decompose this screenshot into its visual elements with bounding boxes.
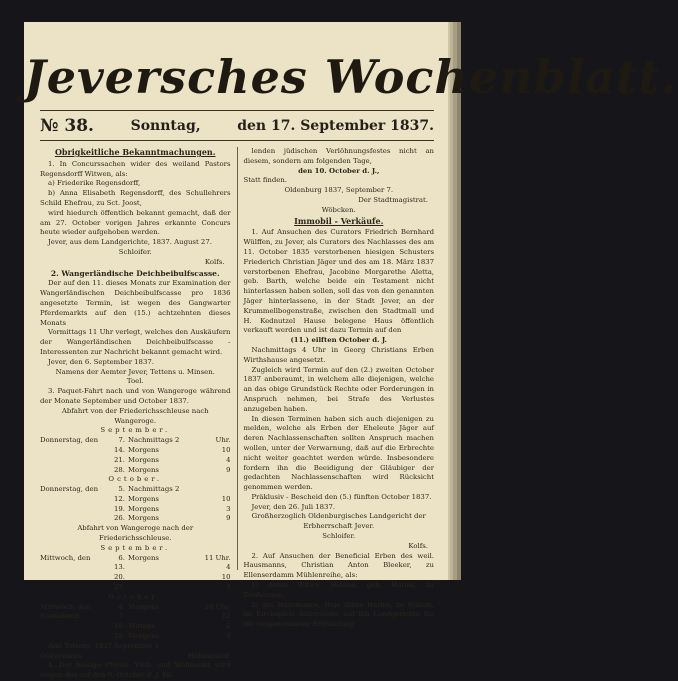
schedule-cell (40, 505, 102, 515)
schedule-table (40, 603, 231, 642)
schedule-cell (40, 632, 102, 642)
newspaper-page (24, 22, 678, 680)
schedule-cell: 10 (221, 494, 231, 503)
schedule-row (40, 456, 231, 466)
notice-date: (11.) eilften October d. J. (290, 336, 387, 345)
schedule-cell: Morgens (128, 494, 159, 503)
notice-heading: 3. Paquet-Fahrt nach und von Wangeroge während der Monate September und October 1837. (40, 387, 231, 405)
schedule-cell: 10 Uhr. (204, 602, 231, 611)
schedule-cell: Uhr. (215, 436, 231, 445)
schedule-cell: 27. (114, 583, 125, 592)
schedule-cell (40, 622, 102, 632)
schedule-cell (40, 583, 102, 593)
signature: Kolfs. (204, 257, 225, 266)
schedule-cell (40, 573, 102, 583)
schedule-cell: 3 (226, 583, 231, 592)
notice-text: Zugleich wird Termin auf den (2.) zweiten October 1837 anberaumt, in welchem alle diejenigen, welche an das obige Grundstück Rechte oder Forderungen in Anspruch nehmen, bei Strafe des Verlustes anzugeben haben. (243, 365, 434, 413)
notice-date: Jever, den 6. September 1837. (48, 357, 154, 366)
schedule-table (40, 485, 231, 524)
signature: Kolfs. (408, 541, 428, 550)
signature: Toel. (126, 377, 144, 386)
schedule-cell: Mittwoch, den (40, 602, 91, 611)
notice-text: 1. Auf Ansuchen des Curators Friedrich Bernhard Wülffen, zu Jever, als Curators des Nachlasses des am 11. October 1835 verstorbenen hiesigen Schusters Friederich Christian Jäger und des am 18. März 1837 verstorbenen Ehefrau, Jacobine Morgarethe Aletta, geb. Barth, welche beide ein Testament nicht hinterlassen haben sollen, soll das von den genannten Jäger hinterlassene, in der Stadt Jever, an der Krummellbogenstraße, zwischen den Stadtmall und H. Kednutzel Hause belegene Haus öffentlich verkauft werden und ist dazu Termin auf den (243, 228, 434, 335)
signature: Schloifer. (118, 247, 152, 256)
schedule-cell: 12 (221, 612, 231, 621)
notice-text: 1. In Concurssachen wider des weiland Pastors Regensdorff Witwen, als: (40, 159, 231, 178)
notice-text: wird hiedurch öffentlich bekannt gemacht, daß der am 27. October vorigen Jahres erkannte Concurs heute wieder aufgehoben werden. (40, 208, 231, 237)
schedule-cell (40, 563, 102, 573)
schedule-cell (40, 456, 102, 466)
notice-text: lenden jüdischen Verlöhnungsfestes nicht an diesem, sondern am folgenden Tage, (243, 147, 434, 165)
schedule-cell: Morgens (128, 465, 159, 474)
issue-day: Sonntag, (130, 118, 201, 134)
masthead-title: Jeversches Wochenblatt. (24, 50, 678, 104)
schedule-cell: Mittags (128, 622, 155, 631)
notice-authority: Namens der Aemter Jever, Tettens u. Minsen. (55, 367, 215, 376)
schedule-cell: 28. (114, 465, 125, 474)
schedule-cell: Mittwoch, den (40, 553, 91, 562)
notice-date: Amt Tettens, 1837 September 1. (48, 641, 162, 650)
notice-text: Statt finden. (243, 176, 287, 185)
schedule-cell: Morgens (128, 602, 159, 611)
schedule-table (40, 554, 231, 593)
schedule-cell: 21. (114, 455, 125, 464)
schedule-row (40, 436, 231, 446)
signature: Schloifer. (322, 532, 356, 541)
notice-text: Der auf den 11. dieses Monats zur Examination der Wangerländischen Deichbeibulfscasse pro 1836 angesetzte Termin, ist wegen des Gangwarter Pferdemarkts auf den (15.) achtzehnten dieses Monats (40, 279, 231, 327)
schedule-cell (128, 573, 198, 583)
schedule-cell: 7. (118, 612, 125, 621)
notice-text: b) Anna Elisabeth Regensdorff, des Schullehrers Schild Ehefrau, zu Sct. Joost, (40, 189, 231, 207)
schedule-cell: 5. (118, 485, 125, 494)
schedule-cell: Morgens (128, 504, 159, 513)
schedule-row (40, 603, 231, 613)
schedule-row (40, 563, 231, 573)
columns (40, 147, 434, 680)
schedule-cell: 11 Uhr. (204, 553, 231, 562)
notice-text: a) Friederike Regensdorff, (48, 179, 141, 188)
notice-text: 4. Der hiesige Pferde- Vieh- und Wollmarkt wird wegen des auf den 9. October d. J. fal- (40, 661, 231, 680)
schedule-cell (40, 446, 102, 456)
schedule-cell: Sonnabend (40, 612, 80, 621)
masthead-rule-top (40, 110, 434, 111)
schedule-cell: 26. (114, 514, 125, 523)
schedule-cell: 14. (114, 445, 125, 454)
schedule-cell: 13. (114, 563, 125, 572)
schedule-row (40, 632, 231, 642)
right-column (243, 147, 435, 629)
issue-line (40, 114, 434, 138)
notice-heading: 2. Wangerländische Deichbeibulfscasse. (50, 268, 220, 278)
notice-authority: Großherzoglich Oldenburgisches Landgericht der Erbherrschaft Jever. (251, 512, 426, 531)
schedule-cell: Morgens (128, 455, 159, 464)
schedule-cell: 9 (226, 514, 231, 523)
section-heading: Obrigkeitliche Bekanntmachungen. (54, 147, 216, 157)
schedule-cell: 9 (226, 632, 231, 641)
schedule-cell: 12. (114, 494, 125, 503)
schedule-row (40, 505, 231, 515)
schedule-cell: Nachmittags 2 (128, 485, 180, 494)
notice-subheading: Abfahrt von Wangeroge nach der Friederichsschleuse. (77, 524, 194, 543)
month-label: October. (108, 475, 163, 484)
schedule-row (40, 514, 231, 524)
schedule-cell: 18. (114, 622, 125, 631)
schedule-row (40, 573, 231, 583)
notice-subheading: Abfahrt von der Friederichsschleuse nach Wangeroge. (61, 406, 209, 425)
notice-date: Jever, den 26. Juli 1837. (251, 502, 336, 511)
notice-text: 2) des Hausmanns, Hajo Alken Harms, zu Sykerk, im Kirchspiele Sillenstede, auf ihn Landgerichte für die vorgenommene Erbtheilung (243, 600, 434, 629)
schedule-cell: Nachmittags 2 (128, 436, 180, 445)
schedule-row (40, 446, 231, 456)
schedule-row (40, 612, 231, 622)
schedule-cell: Donnerstag, den (40, 485, 99, 494)
issue-number: № 38. (40, 116, 94, 136)
schedule-cell: Morgens (128, 514, 159, 523)
schedule-cell (40, 514, 102, 524)
schedule-row (40, 495, 231, 505)
month-label: September. (100, 426, 171, 435)
masthead-rule-bottom (40, 140, 434, 141)
schedule-cell: 10 (221, 445, 231, 454)
schedule-cell: Morgens (128, 445, 159, 454)
left-column (40, 147, 231, 680)
schedule-cell: 19. (114, 504, 125, 513)
signature-line (40, 652, 231, 662)
notice-date: Jever, aus dem Landgerichte, 1837. August 27. (48, 238, 212, 247)
schedule-cell: 7. (118, 436, 125, 445)
schedule-cell (201, 485, 231, 495)
notice-text: Vormittags 11 Uhr verlegt, welches den Auskäufern der Wangerländischen Deichbeibulfscasse - Interessenten zur Nachricht bekannt gemacht wird. (40, 328, 231, 356)
notice-text: 1) deren Witwe, Helena, geb. Harms, zu Denhausen, (243, 581, 434, 599)
schedule-cell: 3 (226, 504, 231, 513)
schedule-cell (128, 563, 198, 573)
signature: Wöbcken. (321, 205, 356, 214)
schedule-cell (128, 583, 198, 593)
notice-text: Präklusiv - Bescheid den (5.) fünften October 1837. (251, 492, 432, 501)
schedule-cell: 25. (114, 632, 125, 641)
signature: Oeltermann. (40, 651, 84, 660)
signature: Hoßmeister. (187, 651, 231, 660)
notice-text: In diesen Terminen haben sich auch diejenigen zu melden, welche als Erben der Eheleute Jäger auf deren Nachlassenschaften sollten Anspruch machen wollen, unter der Verwarnung, daß auf die Erbrechte nicht weiter geachtet werden würde. Insbesondere fordern ihn die Beeidigung der Gläubiger der gedachten Nachlassenschaften wird Rücksicht genommen werden. (243, 414, 434, 492)
issue-date: den 17. September 1837. (237, 118, 434, 134)
schedule-cell: 2 (226, 622, 231, 631)
schedule-cell (40, 466, 102, 476)
schedule-row (40, 583, 231, 593)
notice-text: 2. Auf Ansuchen der Beneficial Erben des weil. Hausmanns, Christian Anton Bleeker, zu Ellenserdamm Mühlenreihe, als: (243, 551, 434, 580)
schedule-cell: 4 (226, 563, 231, 572)
schedule-cell: Morgens (128, 632, 159, 641)
schedule-row (40, 622, 231, 632)
month-label: October. (108, 592, 163, 601)
schedule-cell: 10 (221, 573, 231, 582)
schedule-cell: Donnerstag, den (40, 436, 99, 445)
notice-authority: Der Stadtmagistrat. (358, 195, 428, 204)
schedule-row (40, 466, 231, 476)
section-heading: Immobil - Verkäufe. (294, 215, 384, 226)
schedule-row (40, 485, 231, 495)
schedule-table (40, 436, 231, 475)
schedule-cell (40, 495, 102, 505)
notice-text: Nachmittags 4 Uhr in Georg Christians Erben Wirthshause angesetzt. (243, 345, 434, 364)
schedule-cell: 9 (226, 465, 231, 474)
schedule-cell: 20. (114, 573, 125, 582)
schedule-cell: 6. (118, 553, 125, 562)
schedule-cell (128, 612, 198, 622)
column-divider (237, 147, 238, 570)
schedule-cell: 4 (226, 455, 231, 464)
month-label: September. (100, 543, 171, 552)
schedule-row (40, 554, 231, 564)
schedule-cell: Morgens (128, 553, 159, 562)
notice-date: Oldenburg 1837, September 7. (284, 186, 394, 195)
schedule-cell: 4. (118, 602, 125, 611)
notice-date: den 10. October d. J., (298, 166, 380, 175)
